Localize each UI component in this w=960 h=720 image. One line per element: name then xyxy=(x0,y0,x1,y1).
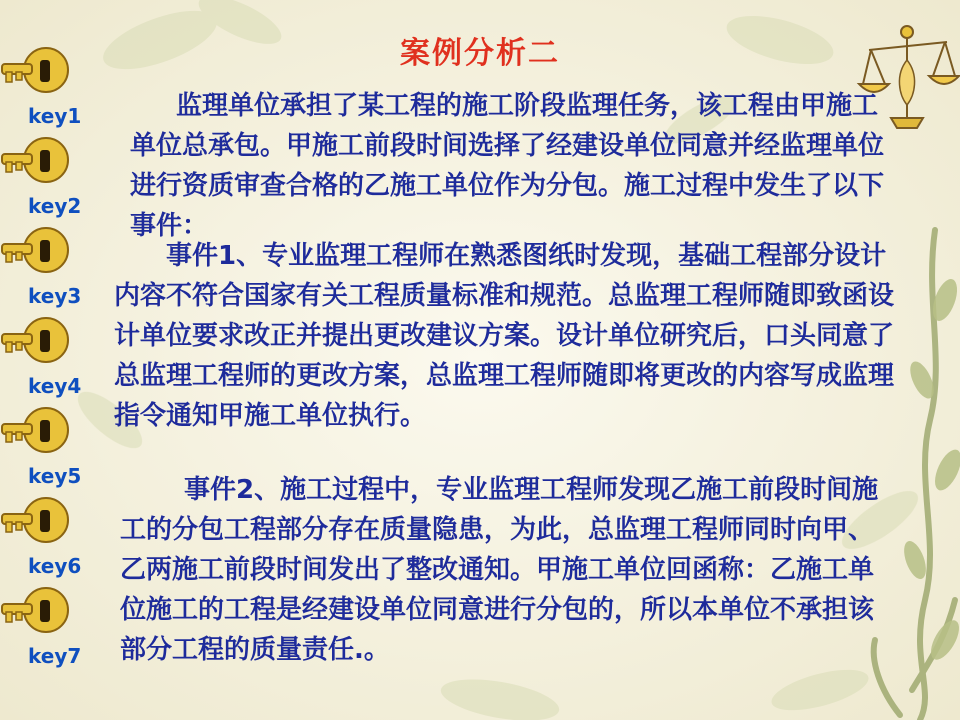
key-label-2: key2 xyxy=(28,194,82,218)
key-label-6: key6 xyxy=(28,554,82,578)
key-label-7: key7 xyxy=(28,644,82,668)
key-icon xyxy=(0,400,70,464)
key-button-3[interactable] xyxy=(0,220,110,310)
key-button-7[interactable] xyxy=(0,580,110,670)
key-icon xyxy=(0,310,70,374)
key-icon xyxy=(0,40,70,104)
key-button-2[interactable] xyxy=(0,130,110,220)
key-button-1[interactable] xyxy=(0,40,110,130)
slide-title: 案例分析二 xyxy=(400,36,560,71)
key-icon xyxy=(0,220,70,284)
key-button-5[interactable] xyxy=(0,400,110,490)
paragraph-event-2: 事件2、施工过程中，专业监理工程师发现乙施工前段时间施工的分包工程部分存在质量隐患，为此，总监理工程师同时向甲、乙两施工前段时间发出了整改通知。甲施工单位回函称：乙施工单位施工的工程是经建设单位同意进行分包的，所以本单位不承担该部分工程的质量责任.。 xyxy=(120,475,879,665)
key-button-4[interactable] xyxy=(0,310,110,400)
key-icon xyxy=(0,130,70,194)
key-button-6[interactable] xyxy=(0,490,110,580)
paragraph-event-1: 事件1、专业监理工程师在熟悉图纸时发现，基础工程部分设计内容不符合国家有关工程质量标准和规范。总监理工程师随即致函设计单位要求改正并提出更改建议方案。设计单位研究后，口头同意了总监理工程师的更改方案，总监理工程师随即将更改的内容写成监理指令通知甲施工单位执行。 xyxy=(114,241,895,431)
key-label-1: key1 xyxy=(28,104,82,128)
key-icon xyxy=(0,580,70,644)
paragraph-intro: 监理单位承担了某工程的施工阶段监理任务，该工程由甲施工单位总承包。甲施工前段时间选择了经建设单位同意并经监理单位进行资质审查合格的乙施工单位作为分包。施工过程中发生了以下事件： xyxy=(130,91,885,241)
key-label-3: key3 xyxy=(28,284,82,308)
key-label-5: key5 xyxy=(28,464,82,488)
key-label-4: key4 xyxy=(28,374,82,398)
key-icon xyxy=(0,490,70,554)
